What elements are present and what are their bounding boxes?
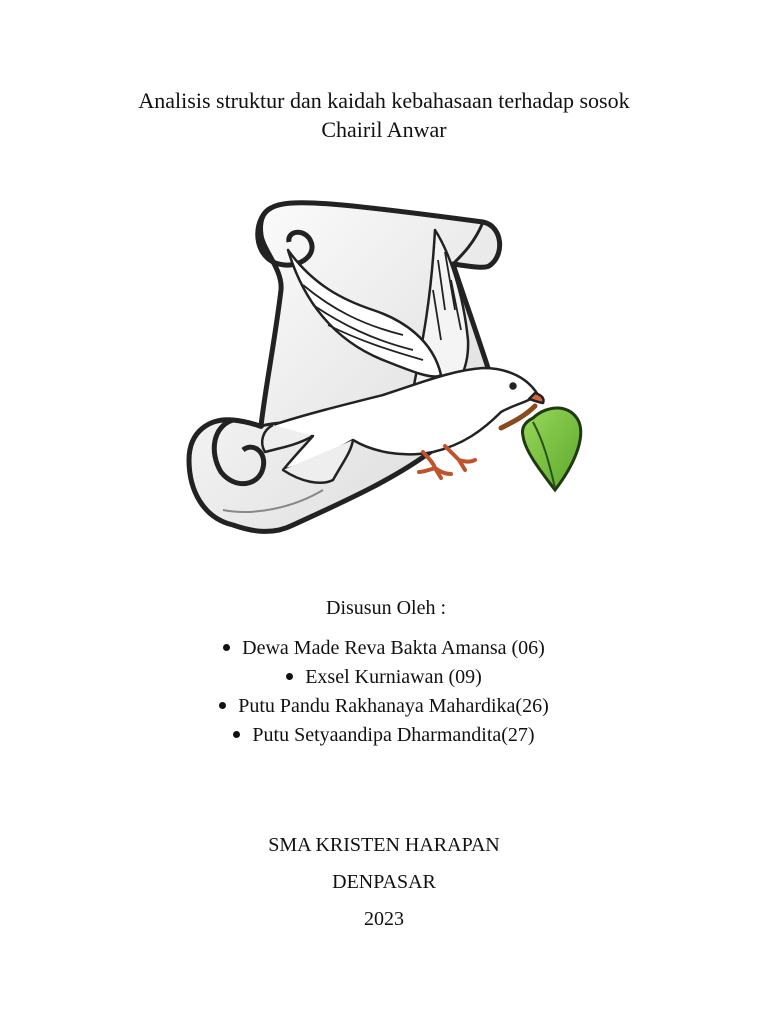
document-title xyxy=(0,86,768,144)
bullet-icon xyxy=(286,673,293,680)
authors-list xyxy=(0,634,768,750)
bullet-icon xyxy=(219,702,226,709)
school-city: DENPASAR xyxy=(332,871,436,893)
author-name: Putu Pandu Rakhanaya Mahardika(26) xyxy=(238,695,549,717)
title-line-2: Chairil Anwar xyxy=(321,117,447,142)
list-item xyxy=(0,663,768,692)
list-item xyxy=(0,692,768,721)
list-item xyxy=(0,634,768,663)
authors-label: Disusun Oleh : xyxy=(326,597,446,619)
dove-on-scroll-illustration xyxy=(183,190,588,540)
author-name: Exsel Kurniawan (09) xyxy=(305,666,482,688)
bullet-icon xyxy=(233,731,240,738)
school-year: 2023 xyxy=(364,908,404,930)
list-item xyxy=(0,721,768,750)
title-line-1: Analisis struktur dan kaidah kebahasaan terhadap sosok xyxy=(138,88,630,113)
author-name: Putu Setyaandipa Dharmandita(27) xyxy=(252,724,535,746)
author-name: Dewa Made Reva Bakta Amansa (06) xyxy=(242,637,545,659)
olive-leaf-icon xyxy=(501,406,581,490)
bullet-icon xyxy=(223,644,230,651)
school-name: SMA KRISTEN HARAPAN xyxy=(268,834,500,856)
